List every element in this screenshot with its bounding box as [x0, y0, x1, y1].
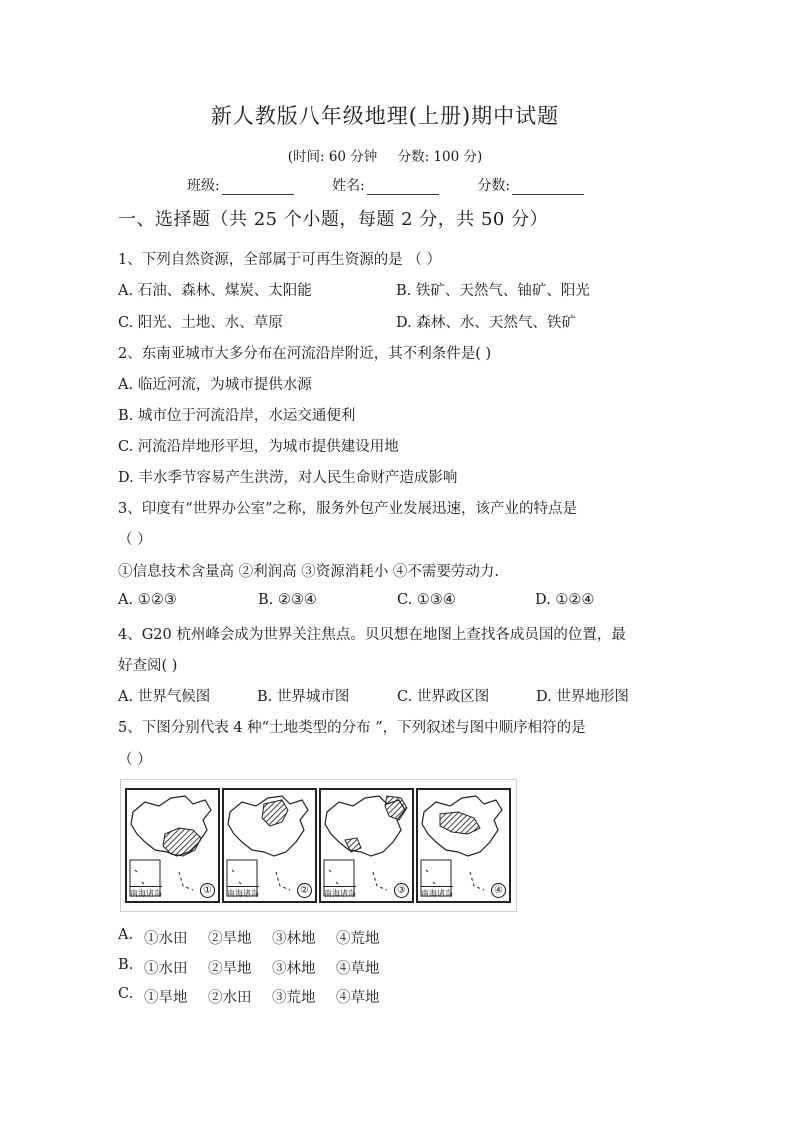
q1-option-c: C. 阳光、土地、水、草原 [118, 315, 283, 331]
class-blank[interactable] [222, 180, 294, 195]
panel-number-4: ④ [491, 883, 506, 898]
q3-stem: 3、印度有“世界办公室”之称，服务外包产业发展迅速，该产业的特点是 [118, 501, 578, 517]
q2-option-b: B. 城市位于河流沿岸，水运交通便利 [118, 408, 356, 424]
q5-stem: 5、下图分别代表 4 种“土地类型的分布 ”，下列叙述与图中顺序相符的是 [118, 720, 586, 736]
q3-option-b: B. ②③④ [258, 592, 317, 608]
q5-option-c-label: C. [118, 986, 134, 1002]
q3-option-d: D. ①②④ [535, 592, 595, 608]
south-sea-islands-tag: 南海诸岛 [130, 886, 162, 899]
q5-option-a-item: ②旱地 [208, 931, 252, 947]
q2-stem: 2、东南亚城市大多分布在河流沿岸附近，其不利条件是( ) [118, 346, 492, 362]
south-sea-islands-tag: 南海诸岛 [421, 886, 453, 899]
section-heading: 一、选择题（共 25 个小题，每题 2 分，共 50 分） [118, 209, 549, 230]
name-blank[interactable] [367, 180, 439, 195]
q4-option-c: C. 世界政区图 [397, 689, 490, 705]
score-label: 分数: [477, 178, 511, 194]
q5-option-a-label: A. [118, 927, 134, 943]
q5-option-b-label: B. [118, 957, 134, 973]
exam-time: (时间: 60 分钟 [287, 149, 378, 165]
q5-option-b-item: ③林地 [272, 961, 316, 977]
student-info-row [187, 175, 618, 195]
q5-option-a-item: ④荒地 [336, 931, 380, 947]
q2-option-a: A. 临近河流，为城市提供水源 [118, 377, 312, 393]
q4-option-a: A. 世界气候图 [118, 689, 211, 705]
class-label: 班级: [187, 178, 220, 194]
q5-stem-paren: （ ） [118, 752, 152, 768]
q5-option-c [118, 986, 380, 1006]
q1-option-b: B. 铁矿、天然气、铀矿、阳光 [396, 283, 590, 299]
q5-option-c-item: ④草地 [336, 990, 380, 1006]
land-type-map-figure [120, 779, 517, 912]
map-panel-1 [125, 788, 220, 903]
q1-option-a: A. 石油、森林、煤炭、太阳能 [118, 283, 312, 299]
south-sea-islands-tag: 南海诸岛 [324, 886, 356, 899]
score-blank[interactable] [512, 180, 584, 195]
q5-option-a-item: ③林地 [272, 931, 316, 947]
q5-option-c-item: ②水田 [208, 990, 252, 1006]
q2-option-c: C. 河流沿岸地形平坦，为城市提供建设用地 [118, 439, 399, 455]
panel-number-1: ① [200, 883, 215, 898]
q5-option-a [118, 927, 380, 947]
q5-option-c-item: ①旱地 [144, 990, 188, 1006]
q5-option-b-item: ①水田 [144, 961, 188, 977]
map-panel-4 [416, 788, 511, 903]
exam-meta [0, 145, 770, 165]
name-label: 姓名: [332, 178, 365, 194]
q3-option-c: C. ①③④ [397, 592, 456, 608]
q3-items: ①信息技术含量高 ②利润高 ③资源消耗小 ④不需要劳动力. [118, 564, 499, 580]
exam-total-score: 分数: 100 分) [397, 149, 483, 165]
page-title: 新人教版八年级地理(上册)期中试题 [210, 104, 560, 128]
map-panel-3 [319, 788, 414, 903]
map-panel-2 [222, 788, 317, 903]
q5-option-b-item: ④草地 [336, 961, 380, 977]
q4-stem-cont: 好查阅( ) [118, 658, 178, 674]
q3-option-a: A. ①②③ [118, 592, 177, 608]
q1-stem: 1、下列自然资源，全部属于可再生资源的是 （ ） [118, 252, 441, 268]
q5-option-b [118, 957, 380, 977]
q3-stem-paren: （ ） [118, 532, 152, 548]
q4-option-b: B. 世界城市图 [257, 689, 350, 705]
south-sea-islands-tag: 南海诸岛 [227, 886, 259, 899]
q2-option-d: D. 丰水季节容易产生洪涝，对人民生命财产造成影响 [118, 470, 458, 486]
panel-number-3: ③ [394, 883, 409, 898]
q1-option-d: D. 森林、水、天然气、铁矿 [396, 315, 576, 331]
q5-option-a-item: ①水田 [144, 931, 188, 947]
q5-option-c-item: ③荒地 [272, 990, 316, 1006]
q4-stem: 4、G20 杭州峰会成为世界关注焦点。贝贝想在地图上查找各成员国的位置，最 [118, 627, 626, 643]
panel-number-2: ② [297, 883, 312, 898]
q4-option-d: D. 世界地形图 [536, 689, 629, 705]
q5-option-b-item: ②旱地 [208, 961, 252, 977]
